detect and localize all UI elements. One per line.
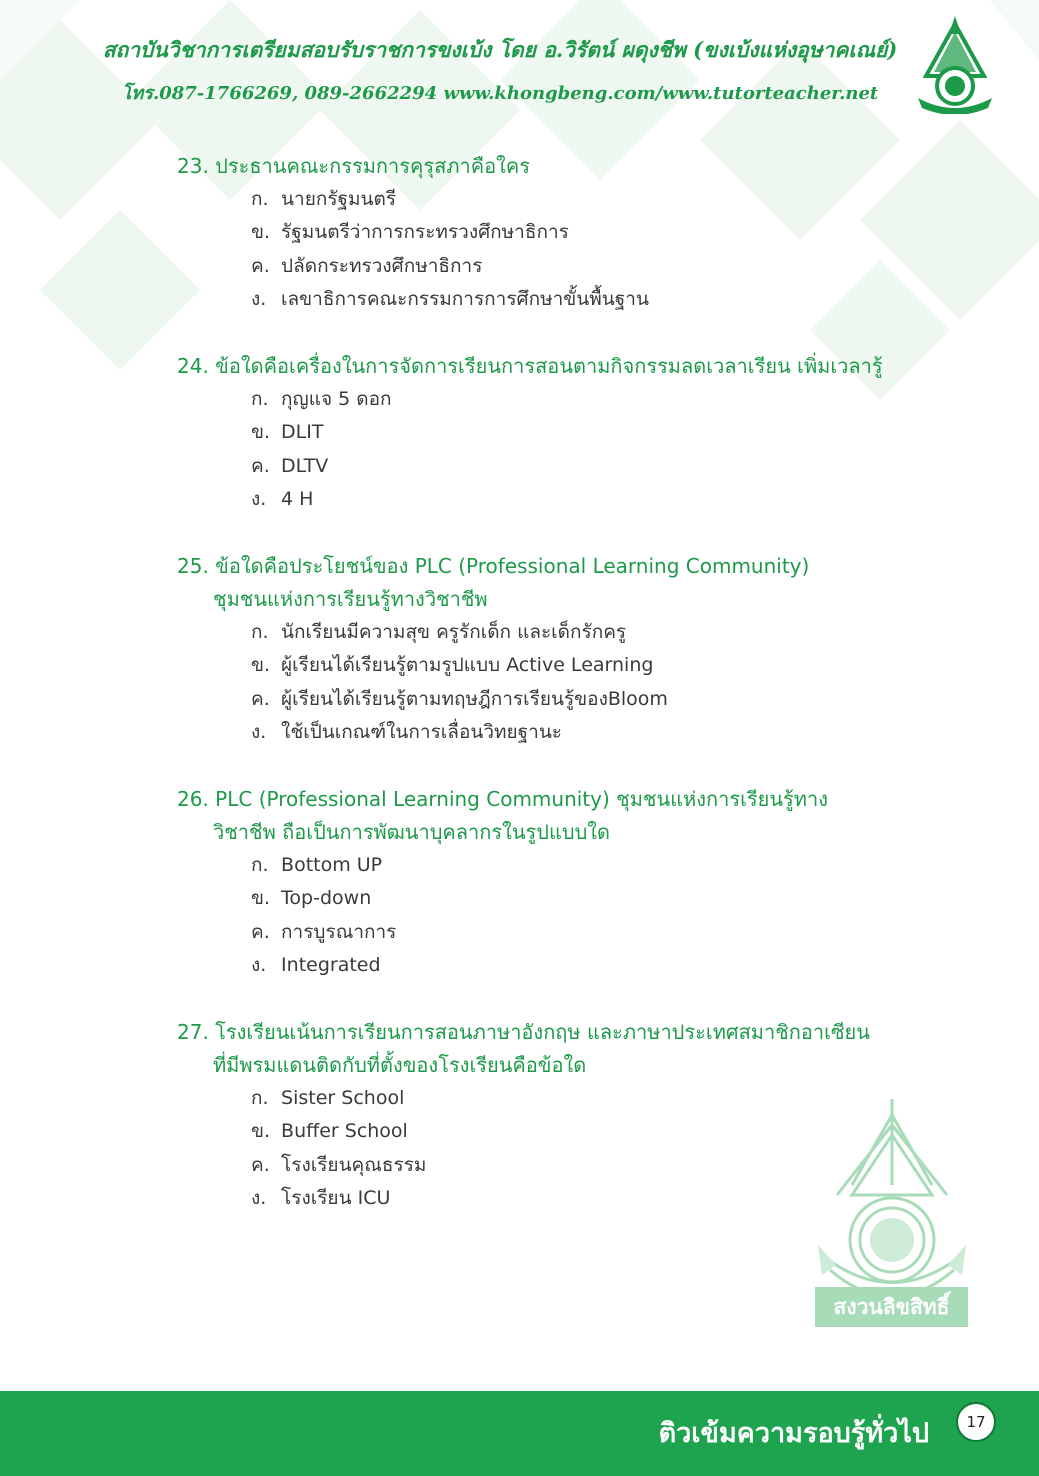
- option-a[interactable]: ก. นักเรียนมีความสุข ครูรักเด็ก และเด็กรักครู: [251, 621, 627, 643]
- option-c[interactable]: ค. ผู้เรียนได้เรียนรู้ตามทฤษฎีการเรียนรู้ของBloom: [251, 687, 668, 710]
- question-text-continued: วิชาชีพ ถือเป็นการพัฒนาบุคลากรในรูปแบบใด: [213, 820, 611, 844]
- page-number: 17: [956, 1402, 996, 1442]
- question-24: [177, 350, 897, 516]
- option-d[interactable]: ง. เลขาธิการคณะกรรมการการศึกษาขั้นพื้นฐาน: [251, 287, 649, 310]
- question-23: [177, 150, 897, 316]
- question-number: 24.: [177, 354, 209, 378]
- option-b[interactable]: ข. Buffer School: [251, 1120, 408, 1143]
- option-b[interactable]: ข. Top-down: [251, 887, 372, 910]
- question-text: PLC (Professional Learning Community) ชุมชนแห่งการเรียนรู้ทาง: [215, 787, 828, 811]
- option-c[interactable]: ค. โรงเรียนคุณธรรม: [251, 1153, 427, 1176]
- option-c[interactable]: ค. ปลัดกระทรวงศึกษาธิการ: [251, 254, 483, 277]
- option-a[interactable]: ก. กุญแจ 5 ดอก: [251, 388, 392, 410]
- option-b[interactable]: ข. ผู้เรียนได้เรียนรู้ตามรูปแบบ Active Learning: [251, 654, 654, 677]
- question-25: [177, 550, 897, 749]
- answer-options: [177, 383, 897, 516]
- option-c[interactable]: ค. การบูรณาการ: [251, 920, 397, 943]
- option-a[interactable]: ก. นายกรัฐมนตรี: [251, 188, 397, 210]
- question-text: ประธานคณะกรรมการคุรุสภาคือใคร: [215, 154, 531, 178]
- option-d[interactable]: ง. ใช้เป็นเกณฑ์ในการเลื่อนวิทยฐานะ: [251, 720, 563, 743]
- question-text: ข้อใดคือเครื่องในการจัดการเรียนการสอนตามกิจกรรมลดเวลาเรียน เพิ่มเวลารู้: [215, 354, 883, 378]
- footer-bar: [0, 1391, 1039, 1476]
- copyright-label: สงวนลิขสิทธิ์: [815, 1287, 968, 1327]
- answer-options: [177, 1082, 897, 1215]
- emblem-logo-icon: [914, 14, 996, 114]
- question-26: [177, 783, 897, 982]
- option-d[interactable]: ง. โรงเรียน ICU: [251, 1186, 391, 1209]
- contact-line: โทร.087-1766269, 089-2662294 www.khongbeng.com/www.tutorteacher.net: [121, 83, 879, 104]
- question-number: 26.: [177, 787, 209, 811]
- question-text-continued: ชุมชนแห่งการเรียนรู้ทางวิชาชีพ: [213, 587, 488, 611]
- footer-title: ติวเข้มความรอบรู้ทั่วไป: [658, 1418, 929, 1449]
- question-number: 25.: [177, 554, 209, 578]
- option-b[interactable]: ข. DLIT: [251, 421, 324, 444]
- institute-name: สถาบันวิชาการเตรียมสอบรับราชการขงเบ้ง โดย อ.วิรัตน์ ผดุงชีพ (ขงเบ้งแห่งอุษาคเณย์): [102, 37, 898, 62]
- option-b[interactable]: ข. รัฐมนตรีว่าการกระทรวงศึกษาธิการ: [251, 221, 569, 244]
- option-a[interactable]: ก. Sister School: [251, 1087, 405, 1109]
- option-d[interactable]: ง. 4 H: [251, 487, 314, 510]
- question-text: โรงเรียนเน้นการเรียนการสอนภาษาอังกฤษ และภาษาประเทศสมาชิกอาเซียน: [215, 1020, 870, 1044]
- question-number: 23.: [177, 154, 209, 178]
- answer-options: [177, 616, 897, 749]
- option-a[interactable]: ก. Bottom UP: [251, 854, 383, 876]
- question-text-continued: ที่มีพรมแดนติดกับที่ตั้งของโรงเรียนคือข้อใด: [213, 1053, 587, 1077]
- option-c[interactable]: ค. DLTV: [251, 454, 329, 477]
- question-number: 27.: [177, 1020, 209, 1044]
- question-27: [177, 1016, 897, 1215]
- answer-options: [177, 183, 897, 316]
- option-d[interactable]: ง. Integrated: [251, 953, 381, 976]
- question-text: ข้อใดคือประโยชน์ของ PLC (Professional Learning Community): [215, 554, 810, 578]
- answer-options: [177, 849, 897, 982]
